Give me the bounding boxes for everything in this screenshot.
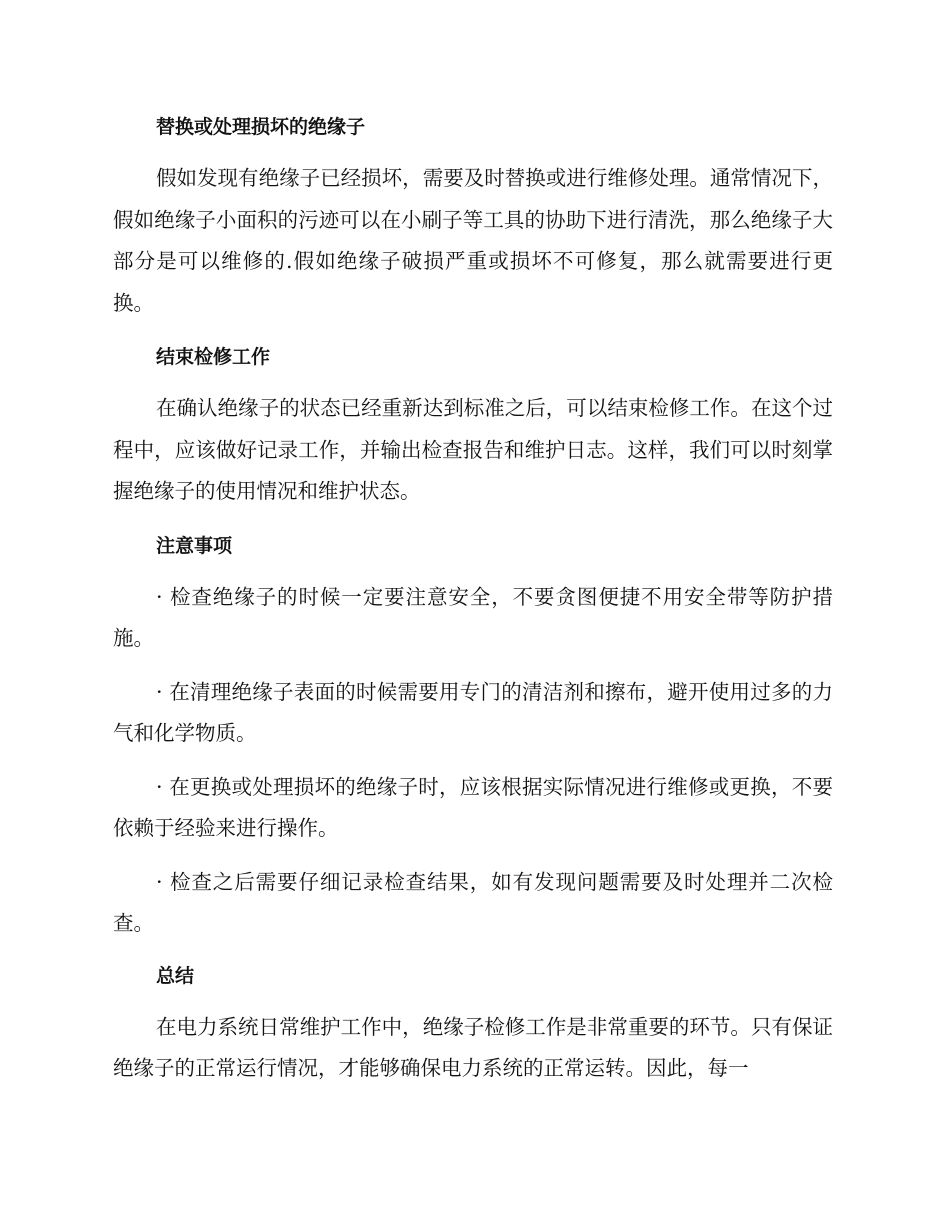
paragraph-finish-maintenance: 在确认绝缘子的状态已经重新达到标准之后，可以结束检修工作。在这个过程中，应该做好记录工作，并输出检查报告和维护日志。这样，我们可以时刻掌握绝缘子的使用情况和维护状态。 bbox=[113, 396, 833, 503]
bullet-item-cleaning: · 在清理绝缘子表面的时候需要用专门的清洁剂和擦布，避开使用过多的力气和化学物质。 bbox=[113, 679, 833, 745]
section-heading-replace-insulator: 替换或处理损坏的绝缘子 bbox=[156, 116, 366, 138]
paragraph-summary: 在电力系统日常维护工作中，绝缘子检修工作是非常重要的环节。只有保证绝缘子的正常运行情况，才能够确保电力系统的正常运转。因此，每一 bbox=[113, 1014, 833, 1080]
section-heading-finish-maintenance: 结束检修工作 bbox=[156, 346, 271, 368]
bullet-item-safety: · 检查绝缘子的时候一定要注意安全，不要贪图便捷不用安全带等防护措施。 bbox=[113, 584, 833, 650]
section-heading-precautions: 注意事项 bbox=[156, 534, 233, 557]
document-body bbox=[113, 108, 833, 1104]
paragraph-replace-insulator: 假如发现有绝缘子已经损坏，需要及时替换或进行维修处理。通常情况下，假如绝缘子小面积的污迹可以在小刷子等工具的协助下进行清洗，那么绝缘子大部分是可以维修的.假如绝缘子破损严重或损坏不可修复，那么就需要进行更换。 bbox=[113, 166, 833, 315]
bullet-item-record: · 检查之后需要仔细记录检查结果，如有发现问题需要及时处理并二次检查。 bbox=[113, 869, 833, 935]
section-heading-summary: 总结 bbox=[156, 964, 195, 987]
bullet-item-replacement: · 在更换或处理损坏的绝缘子时，应该根据实际情况进行维修或更换，不要依赖于经验来进行操作。 bbox=[113, 774, 833, 840]
